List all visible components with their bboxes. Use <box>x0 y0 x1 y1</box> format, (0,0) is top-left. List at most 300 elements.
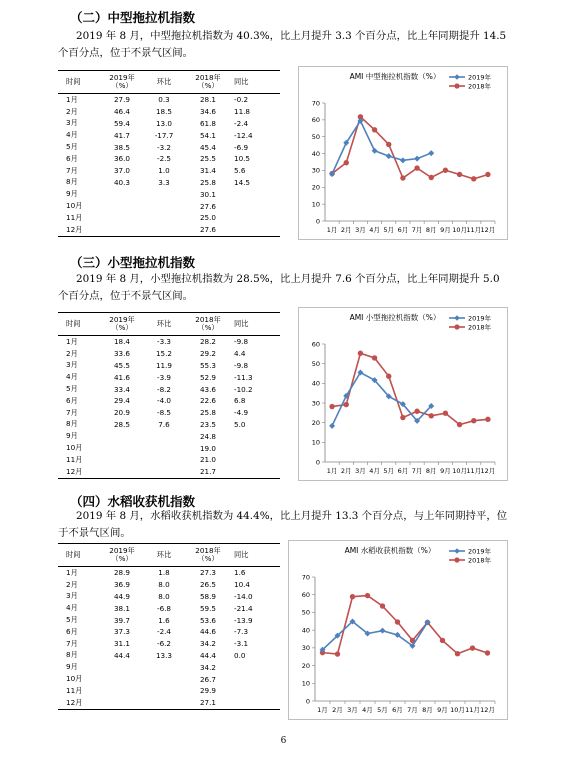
data-point <box>400 415 405 420</box>
x-tick-label: 2月 <box>340 467 352 475</box>
table-cell: 52.9 <box>199 372 216 382</box>
table-cell: 10月 <box>66 674 83 684</box>
table-cell: 11月 <box>66 212 83 222</box>
data-point <box>414 165 419 170</box>
x-tick-label: 3月 <box>355 467 366 475</box>
table-cell: 25.8 <box>199 408 216 418</box>
table-cell: 25.5 <box>199 154 216 164</box>
x-tick-label: 3月 <box>355 226 366 234</box>
table-cell: 10月 <box>66 443 83 453</box>
table-cell: 41.7 <box>113 130 130 140</box>
table-cell: -17.7 <box>154 130 174 140</box>
data-point <box>457 422 462 427</box>
x-tick-label: 12月 <box>480 706 495 714</box>
data-point <box>414 409 419 414</box>
table-cell: 11.8 <box>234 107 251 117</box>
header-cell: 2019年 （%） <box>109 316 135 332</box>
table-cell: 20.9 <box>113 408 130 418</box>
data-point <box>414 156 420 162</box>
y-tick-label: 0 <box>315 458 320 467</box>
table-cell: 29.2 <box>199 349 216 359</box>
table-cell: 27.6 <box>199 201 216 211</box>
table-cell: -4.9 <box>234 408 249 418</box>
y-tick-label: 70 <box>311 99 320 108</box>
table-cell: 5月 <box>66 384 78 394</box>
table-cell: 0.0 <box>234 650 246 660</box>
y-tick-label: 20 <box>311 418 320 427</box>
data-point <box>440 638 445 643</box>
table-row <box>58 419 280 431</box>
x-tick-label: 11月 <box>466 226 482 234</box>
data-point <box>386 374 391 379</box>
data-point <box>428 150 434 156</box>
data-point <box>443 411 448 416</box>
y-tick-label: 40 <box>311 149 320 158</box>
data-point <box>344 160 349 165</box>
data-point <box>350 594 355 599</box>
table-cell: 44.9 <box>113 591 130 601</box>
table-cell: 36.9 <box>113 580 130 590</box>
legend-label: 2019年 <box>468 314 492 323</box>
table-row <box>58 188 280 200</box>
data-point <box>429 175 434 180</box>
y-tick-label: 50 <box>301 608 310 617</box>
header-cell: 时间 <box>66 77 81 86</box>
table-cell: -11.3 <box>234 372 253 382</box>
table-cell: 2月 <box>66 348 78 358</box>
table-row <box>58 567 280 579</box>
table-cell: 8.0 <box>158 591 170 601</box>
line-chart <box>289 541 507 719</box>
table-cell: 4月 <box>66 130 78 140</box>
table-cell: 6月 <box>66 153 78 163</box>
table-cell: 5月 <box>66 142 78 152</box>
table-cell: 27.9 <box>113 95 130 105</box>
legend-label: 2018年 <box>468 82 492 91</box>
table-row <box>58 371 280 383</box>
table-cell: -4.0 <box>156 396 172 406</box>
table-cell: -2.4 <box>156 627 172 637</box>
legend-marker <box>454 74 460 80</box>
table-row <box>58 177 280 189</box>
table-cell: -2.5 <box>156 154 172 164</box>
legend-marker <box>454 548 460 554</box>
legend-label: 2019年 <box>468 547 492 556</box>
table-row <box>58 638 280 650</box>
table-cell: -6.8 <box>156 603 172 613</box>
table-cell: -10.2 <box>234 384 253 394</box>
table-row <box>58 442 280 454</box>
series-line-2018年 <box>323 596 488 654</box>
table-cell: 53.6 <box>199 615 216 625</box>
table-row <box>58 685 280 697</box>
series-line-2018年 <box>332 117 488 179</box>
table-cell: 59.5 <box>199 603 216 613</box>
table-cell: 27.3 <box>199 568 216 578</box>
table-row <box>58 106 280 118</box>
table-cell: 0.3 <box>158 95 170 105</box>
table-cell: 38.1 <box>113 603 130 613</box>
table-cell: 27.1 <box>199 698 216 708</box>
y-tick-label: 60 <box>311 116 320 125</box>
table-row <box>58 348 280 360</box>
table-cell: 44.4 <box>199 650 216 660</box>
x-tick-label: 3月 <box>347 706 358 714</box>
table-row <box>58 673 280 685</box>
header-cell: 同比 <box>234 550 249 559</box>
table-cell: 6.8 <box>234 396 246 406</box>
table-header <box>58 544 280 567</box>
table-cell: 29.4 <box>113 396 130 406</box>
table-row <box>58 224 280 236</box>
table-cell: 44.4 <box>113 650 130 660</box>
table-cell: 36.0 <box>113 154 130 164</box>
data-point <box>443 168 448 173</box>
table-cell: 7月 <box>66 407 78 417</box>
table-row <box>58 579 280 591</box>
table-cell: 38.5 <box>113 142 130 152</box>
data-point <box>471 418 476 423</box>
header-cell: 环比 <box>156 550 172 559</box>
y-tick-label: 60 <box>301 591 310 600</box>
x-tick-label: 1月 <box>326 226 338 234</box>
table-row <box>58 430 280 442</box>
table-row <box>58 407 280 419</box>
section-title: （三）小型拖拉机指数 <box>70 255 196 270</box>
x-tick-label: 2月 <box>340 226 352 234</box>
header-cell: 2019年 （%） <box>109 547 135 563</box>
table-cell: 8.0 <box>158 580 170 590</box>
table-row <box>58 360 280 372</box>
x-tick-label: 9月 <box>440 467 451 475</box>
y-tick-label: 10 <box>311 200 320 209</box>
table-cell: 9月 <box>66 662 78 672</box>
paragraph-text: 2019 年 8 月，小型拖拉机指数为 28.5%，比上月提升 7.6 个百分点，比上年同期提升 5.0 个百分点，位于不景气区间。 <box>58 273 500 302</box>
section-title: （二）中型拖拉机指数 <box>70 10 196 25</box>
table-cell: 41.6 <box>113 372 130 382</box>
data-point <box>395 619 400 624</box>
table-header <box>58 71 280 94</box>
table-cell: 27.6 <box>199 225 216 235</box>
table-cell: 28.5 <box>113 419 130 429</box>
chart-title: AMI 中型拖拉机指数（%） <box>349 72 441 81</box>
data-point <box>386 153 392 159</box>
table-cell: 40.3 <box>113 177 130 187</box>
table-cell: 12月 <box>66 224 83 234</box>
legend-marker <box>454 557 459 562</box>
data-point <box>485 417 490 422</box>
table-cell: 8月 <box>66 650 78 660</box>
table-cell: -14.0 <box>234 591 253 601</box>
table-cell: 58.9 <box>199 591 216 601</box>
data-point <box>380 603 385 608</box>
table-cell: 9月 <box>66 189 78 199</box>
table-row <box>58 697 280 709</box>
table-cell: 18.5 <box>155 107 172 117</box>
table-row <box>58 614 280 626</box>
table-row <box>58 141 280 153</box>
table-cell: 45.5 <box>113 360 130 370</box>
data-point <box>485 172 490 177</box>
x-tick-label: 4月 <box>362 706 373 714</box>
index-table <box>58 70 280 237</box>
table-row <box>58 94 280 106</box>
table-cell: 13.0 <box>155 118 172 128</box>
data-point <box>429 413 434 418</box>
x-tick-label: 11月 <box>466 467 482 475</box>
legend-label: 2018年 <box>468 323 492 332</box>
table-cell: 21.7 <box>199 467 216 477</box>
table-row <box>58 602 280 614</box>
table-cell: -7.3 <box>234 627 249 637</box>
table-cell: 18.4 <box>113 337 130 347</box>
y-tick-label: 60 <box>311 340 320 349</box>
table-cell: 5.0 <box>234 419 246 429</box>
table-cell: 11.9 <box>155 360 172 370</box>
x-tick-label: 10月 <box>452 467 467 475</box>
paragraph-text: 2019 年 8 月，水稻收获机指数为 44.4%，比上月提升 13.3 个百分点，与上年同期持平，位于不景气区间。 <box>58 510 508 539</box>
table-cell: 33.4 <box>113 384 130 394</box>
table-cell: 3月 <box>66 118 78 128</box>
table-row <box>58 129 280 141</box>
table-cell: 14.5 <box>234 177 251 187</box>
table-cell: 9月 <box>66 431 78 441</box>
header-cell: 时间 <box>66 550 81 559</box>
section-title: （四）水稻收获机指数 <box>70 494 196 509</box>
table-cell: 4.4 <box>234 349 246 359</box>
table-cell: -3.1 <box>234 639 249 649</box>
table-row <box>58 626 280 638</box>
table-row <box>58 466 280 478</box>
table-cell: 45.4 <box>199 142 216 152</box>
table-cell: -12.4 <box>234 130 253 140</box>
table-cell: 8月 <box>66 419 78 429</box>
table-cell: 4月 <box>66 603 78 613</box>
chart-container <box>288 540 508 720</box>
header-cell: 同比 <box>234 77 249 86</box>
table-row <box>58 200 280 212</box>
table-cell: 1.8 <box>158 568 170 578</box>
table-cell: 37.0 <box>113 166 130 176</box>
data-point <box>457 172 462 177</box>
table-cell: 33.6 <box>113 349 130 359</box>
table-cell: 34.2 <box>199 662 216 672</box>
x-tick-label: 5月 <box>383 226 395 234</box>
table-cell: 19.0 <box>199 443 216 453</box>
table-row <box>58 165 280 177</box>
table-row <box>58 118 280 130</box>
data-point <box>471 176 476 181</box>
x-tick-label: 6月 <box>397 467 409 475</box>
table-cell: 1月 <box>66 567 78 577</box>
chart-container <box>298 307 508 481</box>
y-tick-label: 0 <box>305 697 310 706</box>
section-paragraph <box>58 271 513 305</box>
table-row <box>58 454 280 466</box>
section-paragraph <box>58 28 513 62</box>
table-cell: 3月 <box>66 591 78 601</box>
x-tick-label: 4月 <box>369 467 380 475</box>
data-point <box>365 593 370 598</box>
x-tick-label: 7月 <box>411 226 423 234</box>
table-cell: 46.4 <box>113 107 130 117</box>
table-cell: -2.4 <box>234 118 249 128</box>
header-cell: 环比 <box>156 77 172 86</box>
table-cell: 10.4 <box>234 580 251 590</box>
data-point <box>455 651 460 656</box>
x-tick-label: 9月 <box>440 226 451 234</box>
table-cell: 10.5 <box>234 154 251 164</box>
table-cell: 54.1 <box>199 130 216 140</box>
y-tick-label: 30 <box>301 644 310 653</box>
table-row <box>58 591 280 603</box>
data-point <box>470 645 475 650</box>
y-tick-label: 40 <box>301 626 310 635</box>
table-cell: 61.8 <box>199 118 216 128</box>
table-cell: 37.3 <box>113 627 130 637</box>
table-cell: -8.5 <box>156 408 172 418</box>
index-table <box>58 312 280 479</box>
x-tick-label: 11月 <box>465 706 480 714</box>
chart-container <box>298 66 508 240</box>
table-cell: 26.7 <box>199 674 216 684</box>
x-tick-label: 1月 <box>317 706 328 714</box>
table-cell: 34.6 <box>199 107 216 117</box>
header-cell: 2018年 （%） <box>195 74 221 90</box>
table-cell: -3.2 <box>156 142 172 152</box>
x-tick-label: 5月 <box>383 467 395 475</box>
series-line-2018年 <box>332 353 488 424</box>
table-cell: 1.6 <box>158 615 170 625</box>
table-cell: 1.6 <box>234 568 246 578</box>
table-row <box>58 661 280 673</box>
table-cell: 12月 <box>66 466 83 476</box>
table-cell: 25.0 <box>199 213 216 223</box>
x-tick-label: 6月 <box>392 706 403 714</box>
table-header <box>58 313 280 336</box>
table-cell: 7.6 <box>158 419 170 429</box>
legend-marker <box>454 324 459 329</box>
table-cell: -3.3 <box>156 337 172 347</box>
header-cell: 同比 <box>234 319 249 328</box>
paragraph-text: 2019 年 8 月，中型拖拉机指数为 40.3%，比上月提升 3.3 个百分点，比上年同期提升 14.5 个百分点，位于不景气区间。 <box>58 30 507 59</box>
table-cell: 10月 <box>66 201 83 211</box>
index-table <box>58 543 280 710</box>
x-tick-label: 8月 <box>422 706 433 714</box>
table-cell: 11月 <box>66 454 83 464</box>
table-cell: 13.3 <box>155 650 172 660</box>
y-tick-label: 10 <box>311 438 320 447</box>
data-point <box>372 355 377 360</box>
header-cell: 2018年 （%） <box>195 547 221 563</box>
y-tick-label: 20 <box>311 183 320 192</box>
table-row <box>58 650 280 662</box>
data-point <box>372 148 378 154</box>
y-tick-label: 10 <box>301 679 310 688</box>
table-cell: 1.0 <box>158 166 170 176</box>
table-cell: 26.5 <box>199 580 216 590</box>
page-number: 6 <box>280 736 287 746</box>
data-point <box>372 127 377 132</box>
table-cell: 7月 <box>66 165 78 175</box>
header-cell: 环比 <box>156 319 172 328</box>
data-point <box>344 402 349 407</box>
x-tick-label: 7月 <box>411 467 423 475</box>
y-tick-label: 0 <box>315 217 320 226</box>
table-cell: -3.9 <box>156 372 172 382</box>
table-cell: -0.2 <box>234 95 249 105</box>
x-tick-label: 10月 <box>452 226 467 234</box>
table-row <box>58 153 280 165</box>
table-cell: 28.9 <box>113 568 130 578</box>
table-cell: 5.6 <box>234 166 246 176</box>
table-row <box>58 212 280 224</box>
x-tick-label: 10月 <box>450 706 465 714</box>
x-tick-label: 1月 <box>326 467 338 475</box>
data-point <box>380 628 386 634</box>
legend-label: 2019年 <box>468 73 492 82</box>
y-tick-label: 50 <box>311 359 320 368</box>
y-tick-label: 30 <box>311 166 320 175</box>
table-cell: 3.3 <box>158 177 170 187</box>
legend-label: 2018年 <box>468 556 492 565</box>
data-point <box>329 423 335 429</box>
table-cell: 43.6 <box>199 384 216 394</box>
chart-title: AMI 水稻收获机指数（%） <box>344 546 436 555</box>
x-tick-label: 12月 <box>480 467 496 475</box>
table-row <box>58 336 280 348</box>
x-tick-label: 6月 <box>397 226 409 234</box>
table-row <box>58 395 280 407</box>
data-point <box>329 404 334 409</box>
data-point <box>335 651 340 656</box>
y-tick-label: 50 <box>311 133 320 142</box>
table-cell: 1月 <box>66 94 78 104</box>
table-cell: -6.9 <box>234 142 249 152</box>
table-cell: 30.1 <box>199 189 216 199</box>
table-row <box>58 383 280 395</box>
x-tick-label: 8月 <box>425 467 437 475</box>
table-cell: 34.2 <box>199 639 216 649</box>
x-tick-label: 5月 <box>377 706 388 714</box>
table-cell: 28.1 <box>199 95 216 105</box>
table-cell: 2月 <box>66 106 78 116</box>
line-chart <box>299 67 507 239</box>
table-cell: -6.2 <box>156 639 172 649</box>
table-cell: 6月 <box>66 626 78 636</box>
header-cell: 2019年 （%） <box>109 74 135 90</box>
table-cell: -21.4 <box>234 603 253 613</box>
table-cell: -13.9 <box>234 615 253 625</box>
header-cell: 2018年 （%） <box>195 316 221 332</box>
y-tick-label: 70 <box>301 573 310 582</box>
data-point <box>485 650 490 655</box>
table-cell: 55.3 <box>199 360 216 370</box>
x-tick-label: 7月 <box>407 706 418 714</box>
table-cell: 12月 <box>66 697 83 707</box>
chart-title: AMI 小型拖拉机指数（%） <box>349 313 441 322</box>
table-cell: 7月 <box>66 638 78 648</box>
table-cell: 31.4 <box>199 166 216 176</box>
y-tick-label: 40 <box>311 379 320 388</box>
table-cell: 25.8 <box>199 177 216 187</box>
table-cell: 1月 <box>66 336 78 346</box>
table-cell: 3月 <box>66 360 78 370</box>
table-cell: 22.6 <box>199 396 216 406</box>
table-cell: 44.6 <box>199 627 216 637</box>
table-cell: 5月 <box>66 615 78 625</box>
table-cell: 59.4 <box>113 118 130 128</box>
